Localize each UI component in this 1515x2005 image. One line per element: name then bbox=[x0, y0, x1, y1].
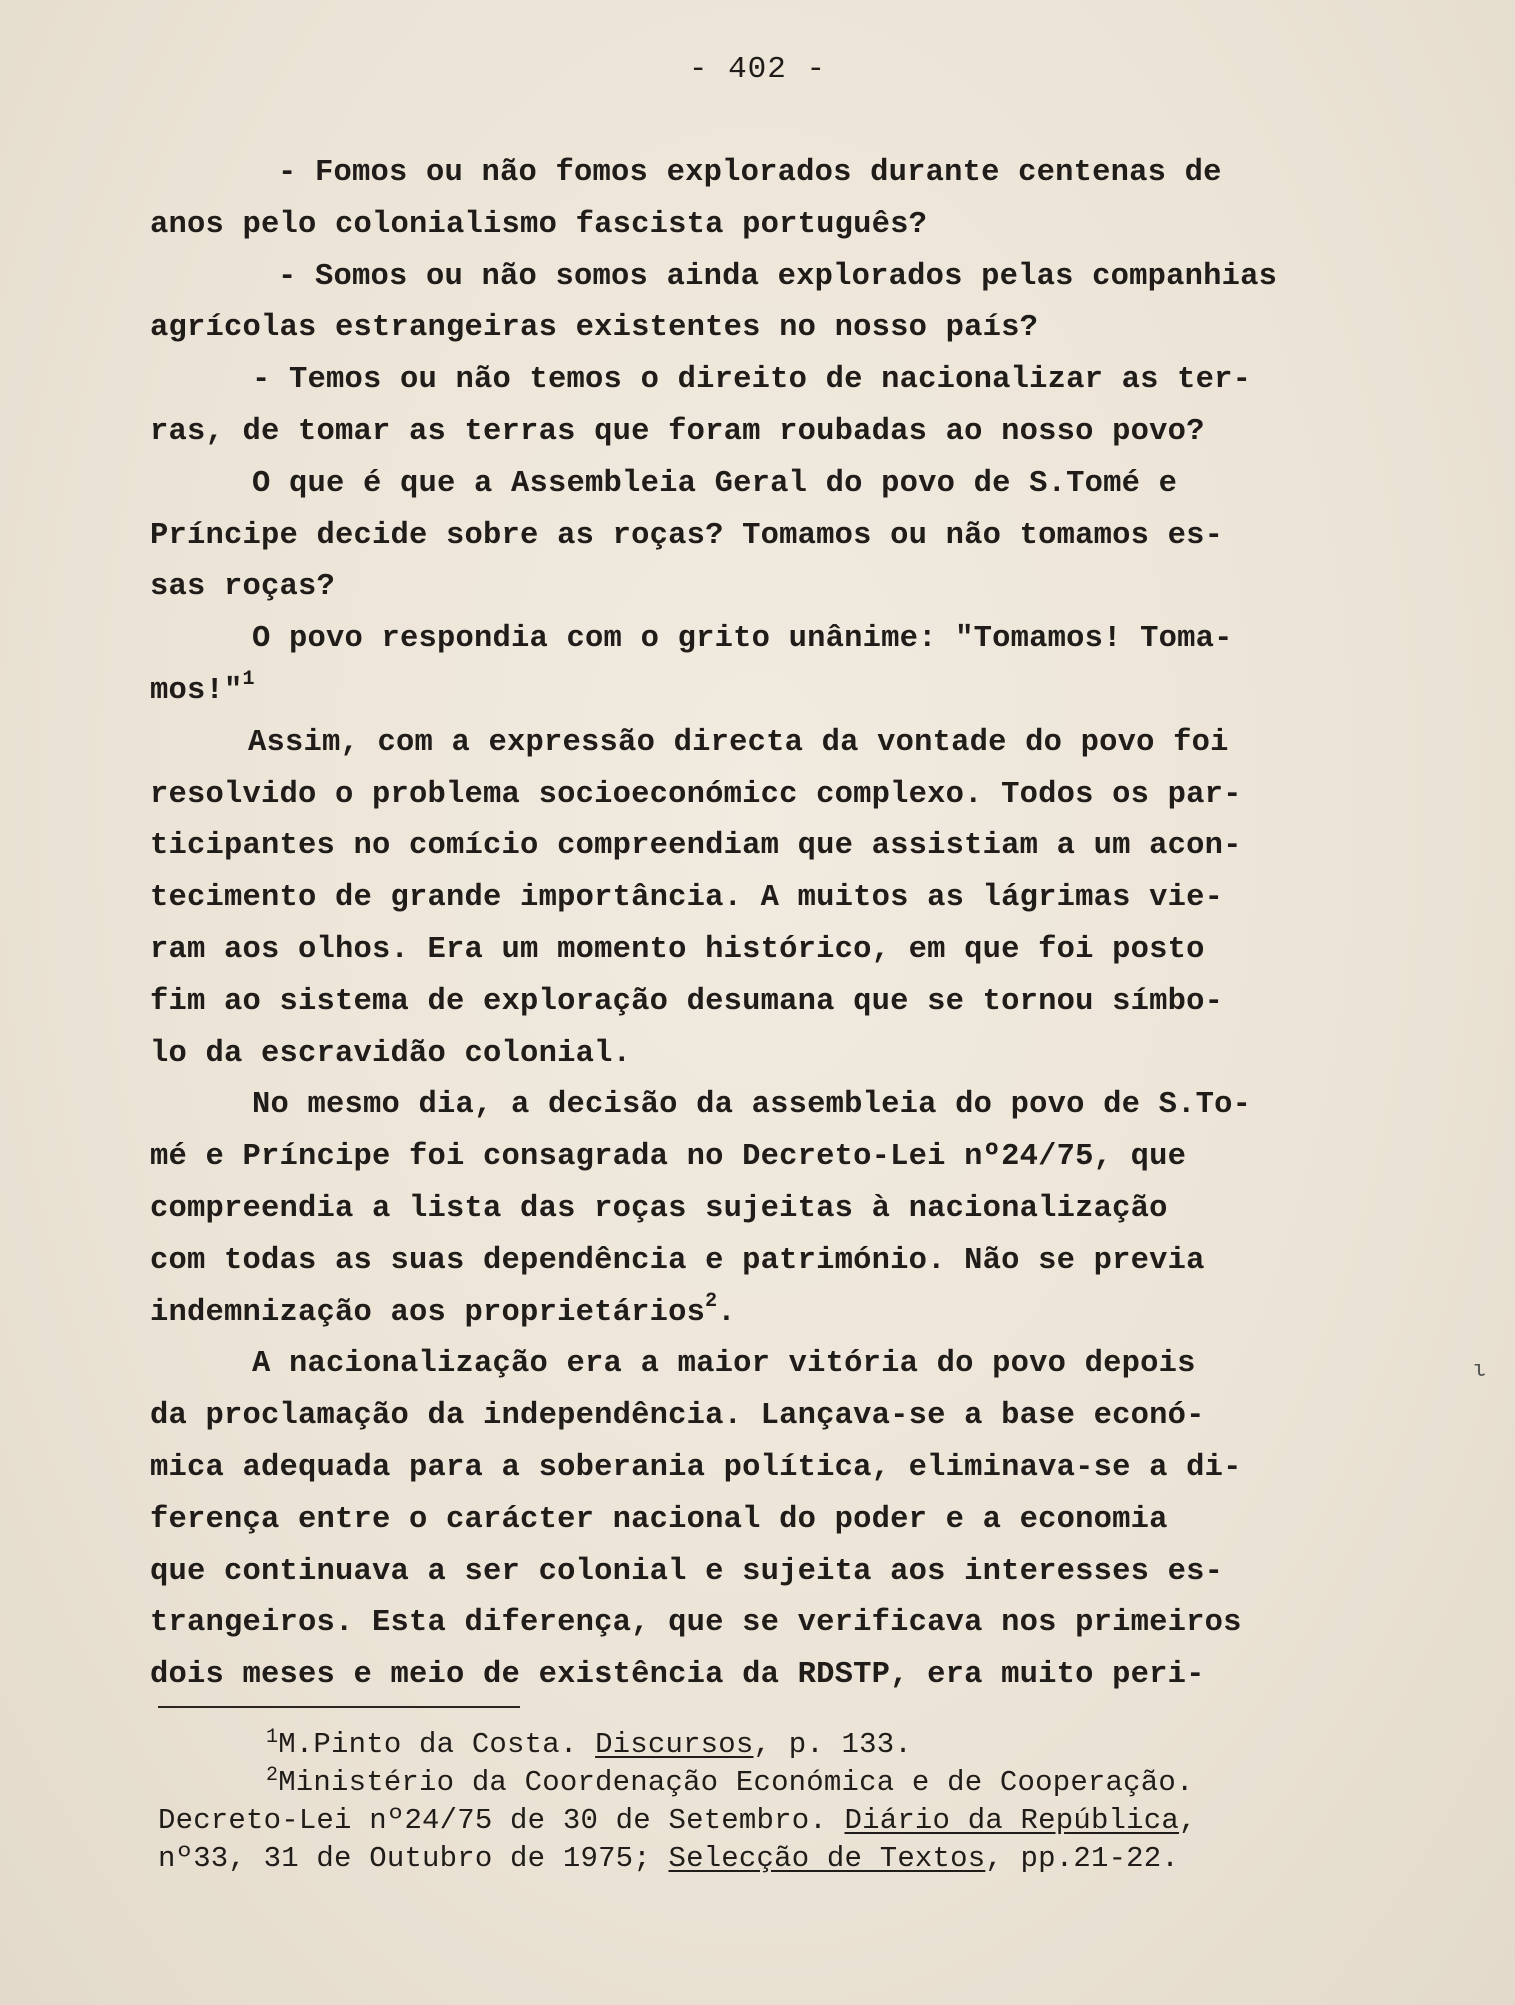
footnote-2-line bbox=[158, 1840, 1408, 1878]
text-line: lo da escravidão colonial. bbox=[150, 1036, 632, 1071]
footnote-marker: 2 bbox=[705, 1289, 718, 1313]
footnote-text: , bbox=[1178, 1804, 1197, 1837]
text-fragment: indemnização aos proprietários bbox=[150, 1295, 706, 1330]
footnote-2-line bbox=[158, 1802, 1408, 1840]
text-line: mica adequada para a soberania política, eliminava-se a di- bbox=[150, 1450, 1242, 1485]
footnote-marker: 2 bbox=[266, 1764, 279, 1787]
body-text bbox=[150, 148, 1400, 1702]
footnote-author: M.Pinto da Costa. bbox=[278, 1728, 596, 1761]
text-line: agrícolas estrangeiras existentes no nosso país? bbox=[150, 311, 1039, 346]
margin-mark: ι bbox=[1473, 1358, 1487, 1383]
text-line: trangeiros. Esta diferença, que se verificava nos primeiros bbox=[150, 1606, 1242, 1641]
footnote-title: Discursos bbox=[595, 1728, 754, 1761]
text-line: anos pelo colonialismo fascista português? bbox=[150, 207, 928, 242]
footnote-text: Decreto-Lei nº24/75 de 30 de Setembro. bbox=[158, 1804, 845, 1837]
text-line: A nacionalização era a maior vitória do povo depois bbox=[252, 1347, 1196, 1382]
text-line bbox=[150, 666, 1400, 718]
text-line: - Fomos ou não fomos explorados durante centenas de bbox=[278, 156, 1222, 190]
footnote-rule bbox=[158, 1706, 520, 1708]
text-line: com todas as suas dependência e património. Não se previa bbox=[150, 1243, 1205, 1278]
text-line: No mesmo dia, a decisão da assembleia do povo de S.To- bbox=[252, 1088, 1252, 1123]
footnote-text: nº33, 31 de Outubro de 1975; bbox=[158, 1842, 669, 1875]
text-line: Príncipe decide sobre as roças? Tomamos ou não tomamos es- bbox=[150, 518, 1224, 553]
text-line: fim ao sistema de exploração desumana que se tornou símbo- bbox=[150, 984, 1224, 1019]
text-line: resolvido o problema socioeconómicc complexo. Todos os par- bbox=[150, 777, 1242, 812]
text-line: compreendia a lista das roças sujeitas à nacionalização bbox=[150, 1191, 1168, 1226]
text-line: ticipantes no comício compreendiam que assistiam a um acon- bbox=[150, 829, 1242, 864]
footnote-marker: 1 bbox=[242, 667, 255, 691]
footnote-text: , p. 133. bbox=[753, 1728, 912, 1761]
text-line: que continuava a ser colonial e sujeita aos interesses es- bbox=[150, 1554, 1224, 1589]
text-fragment: mos!" bbox=[150, 673, 243, 708]
text-line: ferença entre o carácter nacional do poder e a economia bbox=[150, 1502, 1168, 1537]
text-line: O que é que a Assembleia Geral do povo de S.Tomé e bbox=[252, 466, 1178, 501]
footnote-title: Selecção de Textos bbox=[668, 1842, 986, 1875]
text-line bbox=[150, 1288, 1400, 1340]
text-line: da proclamação da independência. Lançava-se a base econó- bbox=[150, 1399, 1205, 1434]
text-line: - Somos ou não somos ainda explorados pelas companhias bbox=[278, 259, 1278, 294]
text-line: dois meses e meio de existência da RDSTP, era muito peri- bbox=[150, 1658, 1205, 1693]
footnote-text: , pp.21-22. bbox=[985, 1842, 1179, 1875]
text-line: mé e Príncipe foi consagrada no Decreto-Lei nº24/75, que bbox=[150, 1140, 1187, 1175]
footnote-title: Diário da República bbox=[844, 1804, 1179, 1837]
text-line: ras, de tomar as terras que foram roubadas ao nosso povo? bbox=[150, 414, 1205, 449]
footnote-2 bbox=[158, 1764, 1408, 1802]
text-line: Assim, com a expressão directa da vontade do povo foi bbox=[248, 725, 1229, 760]
text-fragment: . bbox=[717, 1295, 736, 1330]
text-line: O povo respondia com o grito unânime: "Tomamos! Toma- bbox=[252, 622, 1233, 657]
text-line: - Temos ou não temos o direito de nacionalizar as ter- bbox=[252, 363, 1252, 398]
text-line: sas roças? bbox=[150, 570, 336, 605]
page-number: - 402 - bbox=[688, 52, 827, 87]
footnote-text: Ministério da Coordenação Económica e de Cooperação. bbox=[278, 1766, 1194, 1799]
text-line: tecimento de grande importância. A muitos as lágrimas vie- bbox=[150, 881, 1224, 916]
text-line: ram aos olhos. Era um momento histórico, em que foi posto bbox=[150, 932, 1205, 967]
footnote-1 bbox=[158, 1726, 1408, 1764]
footnotes bbox=[158, 1726, 1408, 1878]
footnote-marker: 1 bbox=[266, 1726, 279, 1749]
